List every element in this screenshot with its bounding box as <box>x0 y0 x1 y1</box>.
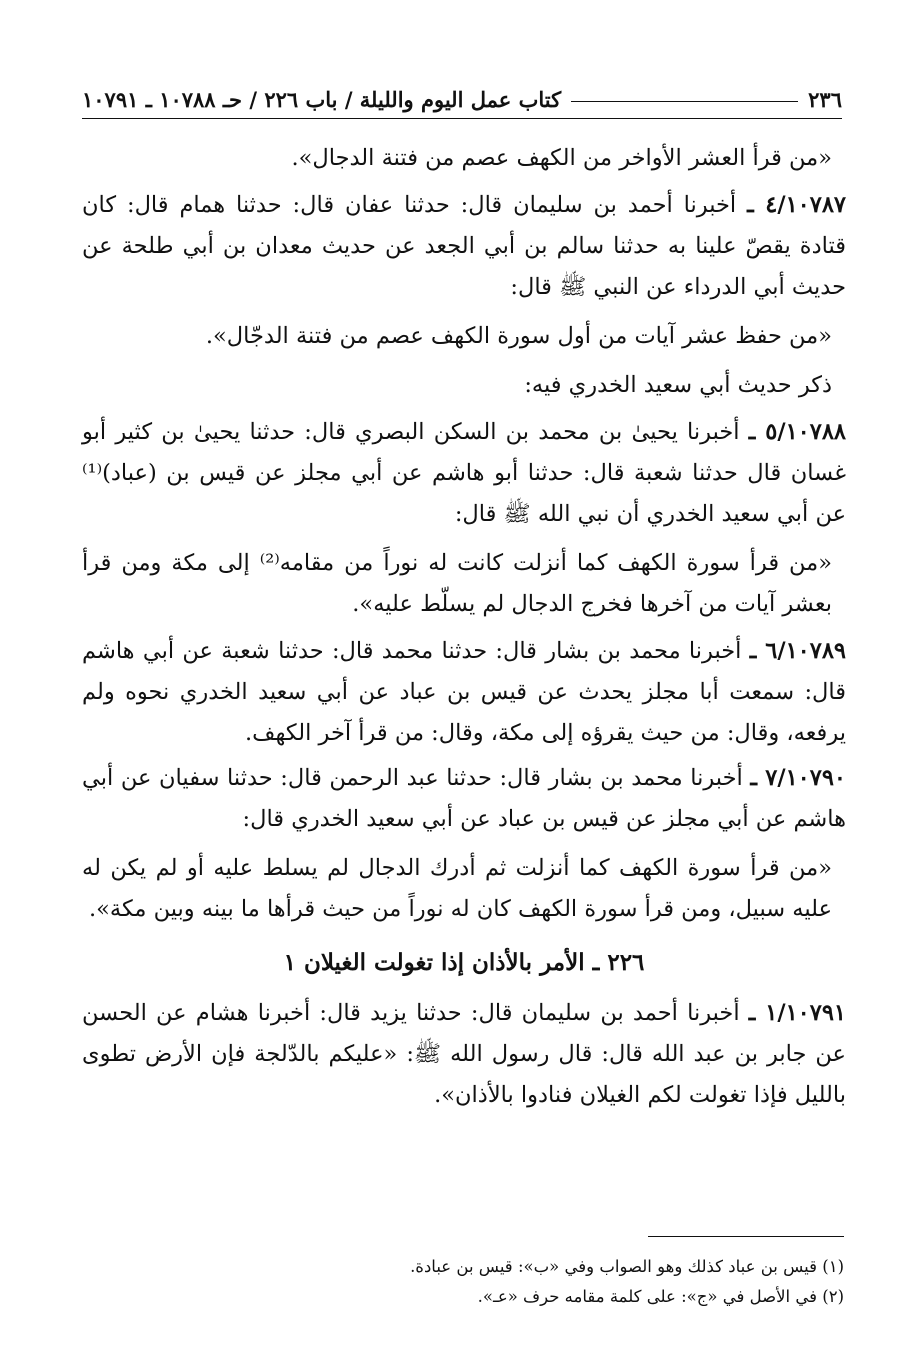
quote-text: «من قرأ العشر الأواخر من الكهف عصم من فتنة الدجال». <box>291 145 832 171</box>
hadith-number: ٤/١٠٧٨٧ ـ <box>747 192 846 218</box>
page-number: ٢٣٦ <box>808 87 842 112</box>
hadith-number: ٧/١٠٧٩٠ ـ <box>750 765 846 791</box>
header-rule <box>571 101 798 102</box>
plain-text: ذكر حديث أبي سعيد الخدري فيه: <box>524 372 832 398</box>
page-body <box>82 130 846 1120</box>
quote-block <box>82 848 846 930</box>
hadith-number: ١/١٠٧٩١ ـ <box>748 1000 846 1026</box>
quote-block <box>82 543 846 625</box>
quote-block <box>82 138 846 179</box>
section-title: ٢٢٦ ـ الأمر بالأذان إذا تغولت الغيلان ١ <box>283 949 645 976</box>
hadith-paragraph <box>82 631 846 754</box>
hadith-number: ٥/١٠٧٨٨ ـ <box>748 419 847 445</box>
hadith-paragraph <box>82 993 846 1116</box>
hadith-paragraph <box>82 185 846 308</box>
running-header <box>82 78 842 119</box>
footnote-2: (٢) في الأصل في «ج»: على كلمة مقامه حرف «عـ». <box>477 1287 844 1306</box>
header-title: كتاب عمل اليوم والليلة / باب ٢٢٦ / حـ ١٠٧٨٨ ـ ١٠٧٩١ <box>82 87 562 112</box>
hadith-paragraph <box>82 412 846 535</box>
quote-text: «من قرأ سورة الكهف كما أنزلت كانت له نوراً من مقامه⁽²⁾ إلى مكة ومن قرأ بعشر آيات من آخرها فخرج الدجال لم يسلّط عليه». <box>82 550 832 617</box>
footnote-divider <box>648 1236 844 1237</box>
hadith-text: أخبرنا محمد بن بشار قال: حدثنا محمد قال: حدثنا شعبة عن أبي هاشم قال: سمعت أبا مجلز يحدث عن قيس بن عباد عن أبي سعيد الخدري نحوه ولم يرفعه، وقال: من حيث يقرؤه إلى مكة، وقال: من قرأ آخر الكهف. <box>82 638 846 746</box>
plain-paragraph <box>82 365 846 406</box>
quote-block <box>82 316 846 357</box>
quote-text: «من قرأ سورة الكهف كما أنزلت ثم أدرك الدجال لم يسلط عليه أو لم يكن له عليه سبيل، ومن قرأ سورة الكهف كان له نوراً من حيث قرأها ما بينه وبين مكة». <box>82 855 832 922</box>
hadith-number: ٦/١٠٧٨٩ ـ <box>749 638 846 664</box>
hadith-paragraph <box>82 758 846 840</box>
hadith-text: أخبرنا محمد بن بشار قال: حدثنا عبد الرحمن قال: حدثنا سفيان عن أبي هاشم عن أبي مجلز عن قيس بن عباد عن أبي سعيد الخدري قال: <box>82 765 846 832</box>
hadith-text: أخبرنا أحمد بن سليمان قال: حدثنا يزيد قال: أخبرنا هشام عن الحسن عن جابر بن عبد الله قال: قال رسول الله ﷺ: «عليكم بالدّلجة فإن الأرض تطوى بالليل فإذا تغولت لكم الغيلان فنادوا بالأذان». <box>82 1000 846 1108</box>
hadith-text: أخبرنا يحيىٰ بن محمد بن السكن البصري قال: حدثنا يحيىٰ بن كثير أبو غسان قال حدثنا شعبة قال: حدثنا أبو هاشم عن أبي مجلز عن قيس بن (عباد)⁽¹⁾ عن أبي سعيد الخدري أن نبي الله ﷺ قال: <box>82 419 846 527</box>
footnote-1: (١) قيس بن عباد كذلك وهو الصواب وفي «ب»: قيس بن عبادة. <box>410 1257 844 1276</box>
quote-text: «من حفظ عشر آيات من أول سورة الكهف عصم من فتنة الدجّال». <box>205 323 832 349</box>
hadith-text: أخبرنا أحمد بن سليمان قال: حدثنا عفان قال: حدثنا همام قال: كان قتادة يقصّ علينا به حدثنا سالم بن أبي الجعد عن حديث معدان بن أبي طلحة عن حديث أبي الدرداء عن النبي ﷺ قال: <box>82 192 846 300</box>
footnotes <box>84 1252 844 1312</box>
